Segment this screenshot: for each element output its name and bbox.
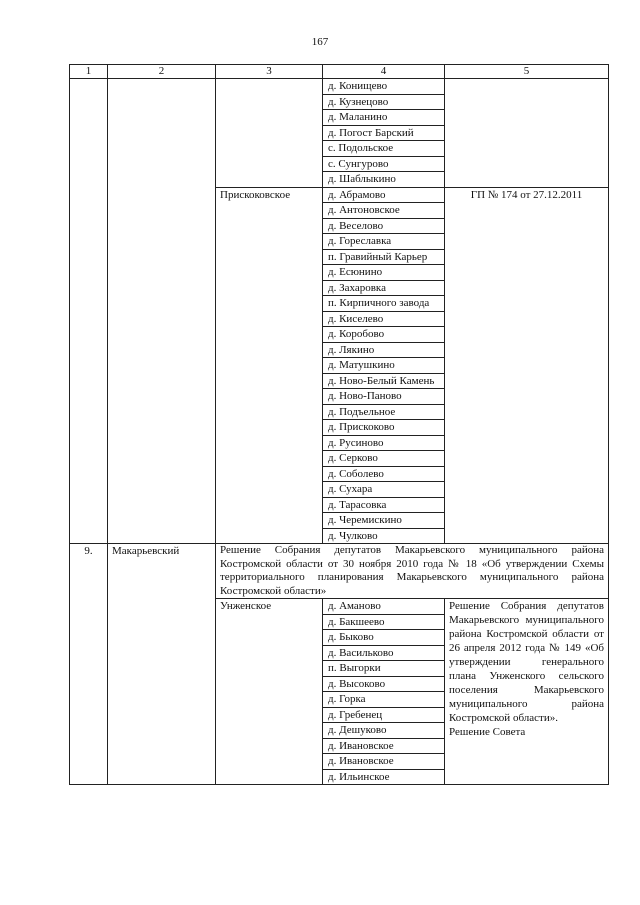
settlement-name: д. Маланино — [323, 110, 444, 126]
settlement-name: д. Сухара — [323, 482, 444, 498]
settlement-name: д. Гореславка — [323, 234, 444, 250]
settlement-name: д. Подъельное — [323, 405, 444, 421]
header-col-1: 1 — [70, 65, 108, 79]
settlement-name: д. Веселово — [323, 219, 444, 235]
settlement-name: д. Ивановское — [323, 754, 444, 770]
legal-basis-text: Решение Собрания депутатов Макарьевского муниципального района Костромской области от 26 апреля 2012 года № 149 «Об утверждении генерального плана Унженского сельского поселения Макарьевского муниципального района Костромской области». — [449, 600, 604, 724]
settlement-name: д. Васильково — [323, 646, 444, 662]
table-row — [70, 544, 609, 599]
settlement-name: д. Высоково — [323, 677, 444, 693]
district-cell: Прискоковское — [216, 187, 323, 544]
settlement-name: д. Шаблыкино — [328, 173, 396, 185]
settlement-name: д. Ивановское — [323, 739, 444, 755]
settlement-name: д. Абрамово — [323, 188, 444, 204]
settlement-name: с. Подольское — [323, 141, 444, 157]
settlement-name: д. Ново-Паново — [323, 389, 444, 405]
settlement-name: д. Черемискино — [323, 513, 444, 529]
settlement-name: д. Аманово — [323, 599, 444, 615]
region-cell: Макарьевский — [108, 544, 216, 785]
settlement-name: д. Гребенец — [323, 708, 444, 724]
header-col-4: 4 — [323, 65, 445, 79]
region-cell — [108, 79, 216, 544]
settlement-name: д. Погост Барский — [323, 126, 444, 142]
settlement-name: д. Есюнино — [323, 265, 444, 281]
settlement-name: д. Лякино — [323, 343, 444, 359]
settlements-cell — [323, 599, 445, 785]
legal-basis-cell — [445, 599, 609, 785]
settlement-name: п. Кирпичного завода — [323, 296, 444, 312]
settlements-cell — [323, 187, 445, 544]
settlement-name: д. Прискоково — [323, 420, 444, 436]
settlement-list — [323, 599, 444, 784]
header-col-3: 3 — [216, 65, 323, 79]
settlement-name: д. Русиново — [323, 436, 444, 452]
settlement-name: д. Серково — [323, 451, 444, 467]
legal-basis-text-continued: Решение Совета — [449, 726, 526, 738]
settlement-list — [323, 79, 444, 187]
number-cell — [70, 79, 108, 544]
settlements-table — [69, 64, 609, 785]
number-cell: 9. — [70, 544, 108, 785]
plan-cell: ГП № 174 от 27.12.2011 — [445, 187, 609, 544]
settlement-name: д. Горка — [323, 692, 444, 708]
settlement-name: д. Коробово — [323, 327, 444, 343]
header-row — [70, 65, 609, 79]
settlement-name: п. Выгорки — [323, 661, 444, 677]
settlement-name: с. Сунгурово — [323, 157, 444, 173]
region-plan-decision: Решение Собрания депутатов Макарьевского муниципального района Костромской области от 30 ноября 2010 года № 18 «Об утверждении Схемы территориального планирования Макарьевского муниципального района Костромской области» — [216, 544, 609, 599]
district-cell — [216, 79, 323, 188]
settlement-name: д. Соболево — [323, 467, 444, 483]
settlement-name: д. Чулково — [328, 529, 378, 542]
settlement-name: д. Тарасовка — [323, 498, 444, 514]
settlement-name: д. Киселево — [323, 312, 444, 328]
header-col-2: 2 — [108, 65, 216, 79]
settlement-name: д. Конищево — [323, 79, 444, 95]
settlement-list — [323, 188, 444, 544]
plan-cell — [445, 79, 609, 188]
table-row — [70, 79, 609, 188]
settlement-name: п. Гравийный Карьер — [323, 250, 444, 266]
settlement-name: д. Ильинское — [328, 770, 390, 783]
district-cell: Унженское — [216, 599, 323, 785]
settlement-name: д. Матушкино — [323, 358, 444, 374]
settlement-name: д. Дешуково — [323, 723, 444, 739]
page-number: 167 — [311, 36, 329, 48]
settlement-name: д. Кузнецово — [323, 95, 444, 111]
settlement-name: д. Ново-Белый Камень — [323, 374, 444, 390]
settlement-name: д. Быково — [323, 630, 444, 646]
settlement-name: д. Захаровка — [323, 281, 444, 297]
settlement-name: д. Бакшеево — [323, 615, 444, 631]
header-col-5: 5 — [445, 65, 609, 79]
settlements-cell — [323, 79, 445, 188]
settlement-name: д. Антоновское — [323, 203, 444, 219]
